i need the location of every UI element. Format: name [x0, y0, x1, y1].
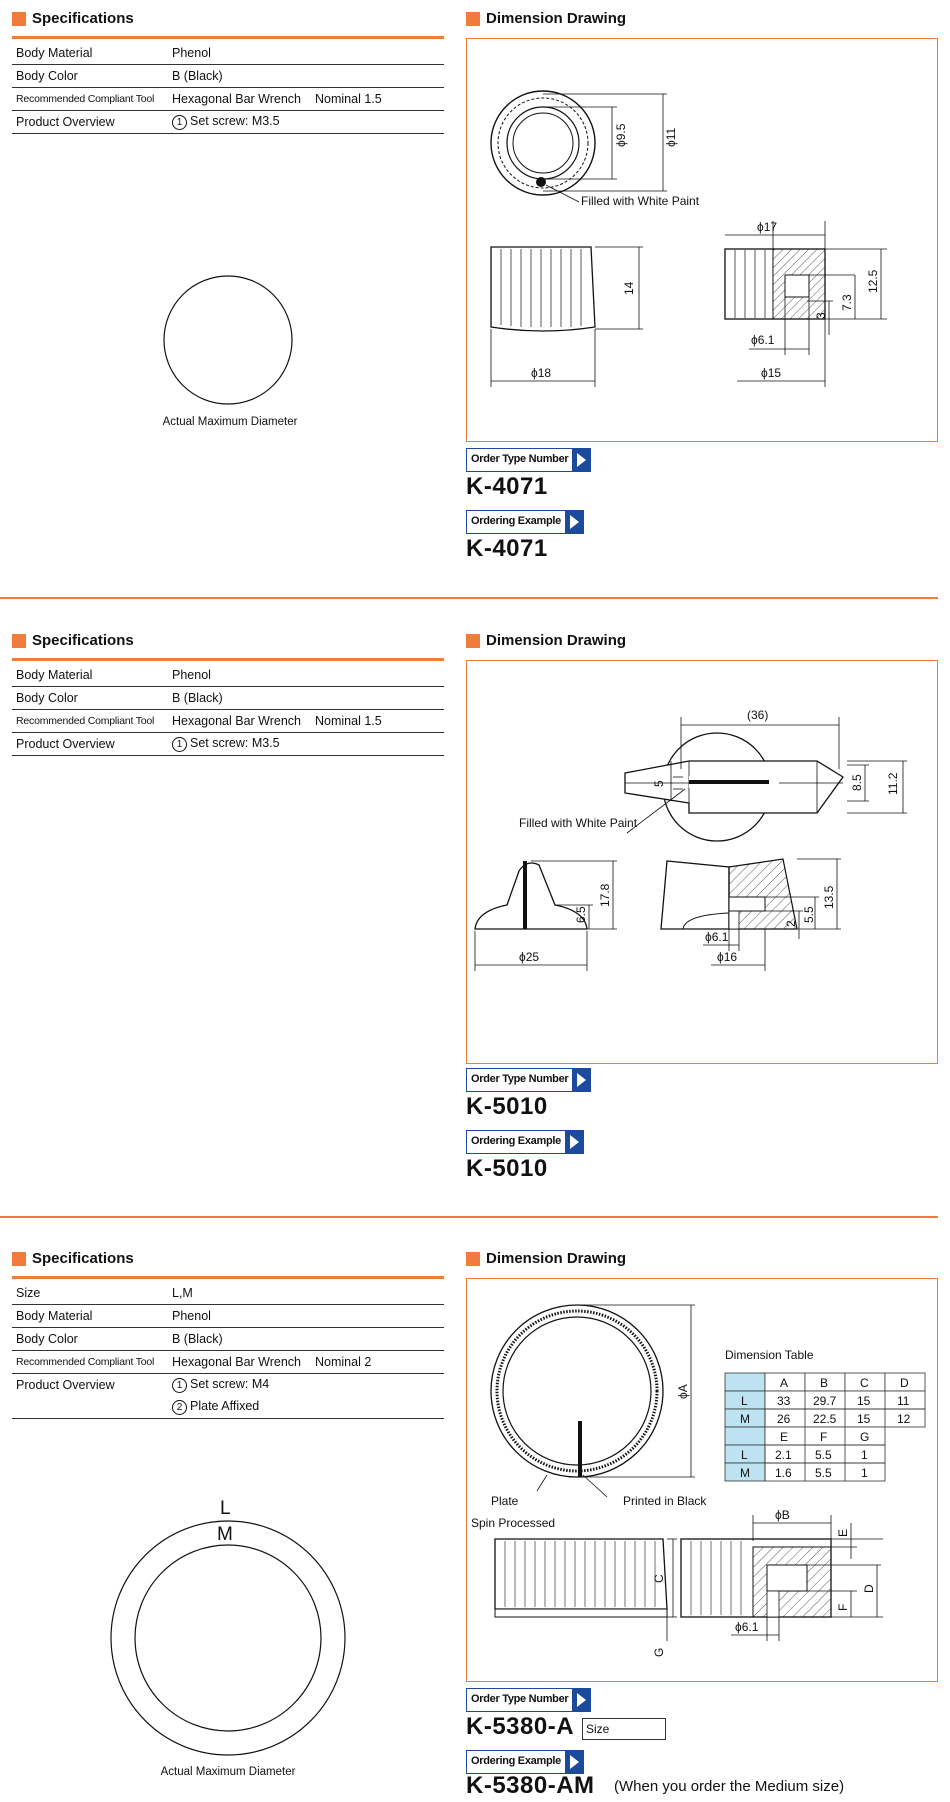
order-type-number-tag: Order Type Number: [466, 448, 591, 472]
svg-text:F: F: [820, 1430, 828, 1444]
spec-row: Product Overview 1 Set screw: M3.5: [12, 733, 444, 756]
spec-row: Size L,M: [12, 1282, 444, 1305]
order-type-number: K-4071: [466, 473, 548, 500]
svg-text:17.8: 17.8: [598, 883, 612, 907]
spec-row: Body Material Phenol: [12, 42, 444, 65]
svg-text:ϕ6.1: ϕ6.1: [735, 1620, 759, 1634]
svg-text:8.5: 8.5: [850, 774, 864, 791]
svg-text:A: A: [780, 1376, 789, 1390]
ordering-example-tag: Ordering Example: [466, 1130, 584, 1154]
svg-text:1: 1: [861, 1448, 868, 1462]
spec-row: Body Material Phenol: [12, 664, 444, 687]
circle-caption: Actual Maximum Diameter: [162, 416, 298, 428]
svg-text:5.5: 5.5: [802, 906, 816, 923]
dimension-drawing-heading: Dimension Drawing: [466, 632, 626, 649]
svg-text:ϕ15: ϕ15: [761, 366, 782, 380]
spec-table: [12, 42, 444, 134]
svg-text:15: 15: [857, 1394, 871, 1408]
product-section-k4071: [0, 0, 950, 600]
heading-marker-icon: [466, 1252, 480, 1266]
svg-text:33: 33: [777, 1394, 791, 1408]
spec-row: Product Overview 1 Set screw: M3.5: [12, 111, 444, 134]
svg-text:11: 11: [897, 1394, 910, 1408]
ordering-example-tag: Ordering Example: [466, 510, 584, 534]
spec-row: Body Color B (Black): [12, 65, 444, 88]
dimension-table: [725, 1373, 925, 1481]
svg-text:M: M: [740, 1412, 750, 1426]
heading-marker-icon: [466, 12, 480, 26]
circled-number: 1: [172, 737, 187, 752]
dimension-drawing: [467, 1279, 937, 1681]
spec-row: Body Material Phenol: [12, 1305, 444, 1328]
svg-text:7.3: 7.3: [840, 294, 854, 311]
svg-text:6.5: 6.5: [574, 906, 588, 923]
svg-text:B: B: [820, 1376, 829, 1390]
heading-marker-icon: [466, 634, 480, 648]
spec-row: Recommended Compliant Tool Hexagonal Bar Wrench Nominal 2: [12, 1351, 444, 1374]
ordering-example: K-4071: [466, 535, 548, 562]
svg-text:ϕ6.1: ϕ6.1: [705, 930, 729, 944]
svg-text:Filled with White Paint: Filled with White Paint: [581, 194, 700, 208]
svg-text:ϕ9.5: ϕ9.5: [614, 123, 628, 147]
svg-text:13.5: 13.5: [822, 885, 836, 909]
svg-text:1: 1: [861, 1466, 868, 1480]
svg-text:G: G: [860, 1430, 870, 1444]
svg-text:M: M: [740, 1466, 750, 1480]
heading-marker-icon: [12, 12, 26, 26]
heading-underline: [12, 1276, 444, 1279]
svg-text:5: 5: [652, 780, 666, 787]
svg-text:ϕA: ϕA: [676, 1384, 690, 1399]
dimension-drawing: [467, 661, 937, 1063]
svg-text:ϕ6.1: ϕ6.1: [751, 333, 775, 347]
dimension-drawing: [467, 39, 937, 441]
spec-table: [12, 664, 444, 756]
svg-text:(36): (36): [747, 708, 769, 722]
svg-text:ϕB: ϕB: [775, 1508, 790, 1522]
svg-text:D: D: [900, 1376, 909, 1390]
specifications-heading: Specifications: [12, 10, 134, 27]
svg-text:ϕ11: ϕ11: [664, 127, 678, 147]
svg-text:5.5: 5.5: [815, 1448, 832, 1462]
circled-number: 2: [172, 1400, 187, 1415]
section-divider: [0, 1216, 938, 1218]
actual-size-circle: [160, 272, 296, 408]
spec-row: 2 Plate Affixed: [12, 1396, 444, 1419]
svg-text:3: 3: [814, 312, 828, 319]
size-input-box: Size: [582, 1718, 666, 1740]
product-section-k5010: [0, 620, 950, 1220]
dimension-drawing-box: [466, 660, 938, 1064]
svg-text:2.1: 2.1: [775, 1448, 792, 1462]
svg-text:C: C: [860, 1376, 869, 1390]
svg-text:E: E: [836, 1528, 850, 1537]
section-divider: [0, 597, 938, 599]
spec-row: Product Overview 1 Set screw: M4: [16, 1377, 270, 1392]
arrow-right-icon: [573, 1068, 591, 1092]
spec-row: Recommended Compliant Tool Hexagonal Bar Wrench Nominal 1.5: [12, 710, 444, 733]
dimension-drawing-heading: Dimension Drawing: [466, 1250, 626, 1267]
svg-text:Dimension Table: Dimension Table: [725, 1348, 814, 1362]
circled-number: 1: [172, 115, 187, 130]
order-type-number: K-5010: [466, 1093, 548, 1120]
order-type-number-tag: Order Type Number: [466, 1068, 591, 1092]
svg-text:ϕ17: ϕ17: [757, 220, 778, 234]
svg-text:12: 12: [897, 1412, 911, 1426]
specifications-heading: Specifications: [12, 1250, 134, 1267]
svg-text:12.5: 12.5: [866, 269, 880, 293]
arrow-right-icon: [566, 1130, 584, 1154]
svg-text:14: 14: [622, 281, 636, 295]
svg-text:D: D: [862, 1584, 876, 1593]
ordering-example-tag: Ordering Example: [466, 1750, 584, 1774]
svg-text:22.5: 22.5: [813, 1412, 837, 1426]
svg-text:1.6: 1.6: [775, 1466, 792, 1480]
svg-text:15: 15: [857, 1412, 871, 1426]
svg-text:L: L: [741, 1448, 748, 1462]
arrow-right-icon: [566, 1750, 584, 1774]
heading-marker-icon: [12, 634, 26, 648]
svg-text:Plate: Plate: [491, 1494, 519, 1508]
arrow-right-icon: [573, 1688, 591, 1712]
circle-caption: Actual Maximum Diameter: [160, 1766, 296, 1778]
order-type-number: K-5380-A: [466, 1713, 575, 1740]
spec-row: Body Color B (Black): [12, 687, 444, 710]
svg-text:2: 2: [784, 920, 798, 927]
circled-number: 1: [172, 1378, 187, 1393]
svg-text:G: G: [652, 1647, 666, 1657]
dimension-drawing-box: [466, 38, 938, 442]
svg-text:L: L: [741, 1394, 748, 1408]
arrow-right-icon: [573, 448, 591, 472]
svg-text:Filled with White Paint: Filled with White Paint: [519, 816, 638, 830]
heading-underline: [12, 36, 444, 39]
svg-text:5.5: 5.5: [815, 1466, 832, 1480]
svg-text:11.2: 11.2: [886, 772, 900, 795]
ordering-note: (When you order the Medium size): [614, 1778, 845, 1795]
svg-text:Spin Processed: Spin Processed: [471, 1516, 556, 1530]
heading-marker-icon: [12, 1252, 26, 1266]
ordering-example: K-5010: [466, 1155, 548, 1182]
heading-underline: [12, 658, 444, 661]
dimension-drawing-box: [466, 1278, 938, 1682]
svg-text:29.7: 29.7: [813, 1394, 837, 1408]
ordering-example: K-5380-AM: [466, 1772, 595, 1799]
svg-text:26: 26: [777, 1412, 791, 1426]
size-label-L: L: [220, 1498, 231, 1519]
dimension-drawing-heading: Dimension Drawing: [466, 10, 626, 27]
size-label-M: M: [217, 1524, 233, 1545]
svg-text:E: E: [780, 1430, 789, 1444]
actual-size-circles: [108, 1518, 348, 1758]
spec-row: Recommended Compliant Tool Hexagonal Bar Wrench Nominal 1.5: [12, 88, 444, 111]
specifications-heading: Specifications: [12, 632, 134, 649]
svg-text:ϕ25: ϕ25: [519, 950, 540, 964]
svg-text:F: F: [836, 1603, 850, 1611]
svg-text:ϕ18: ϕ18: [531, 366, 552, 380]
svg-text:ϕ16: ϕ16: [717, 950, 738, 964]
spec-table: [12, 1282, 444, 1419]
product-section-k5380: [0, 1240, 950, 1802]
arrow-right-icon: [566, 510, 584, 534]
svg-text:Printed in Black: Printed in Black: [623, 1494, 707, 1508]
spec-row: Body Color B (Black): [12, 1328, 444, 1351]
svg-text:C: C: [652, 1574, 666, 1583]
order-type-number-tag: Order Type Number: [466, 1688, 591, 1712]
